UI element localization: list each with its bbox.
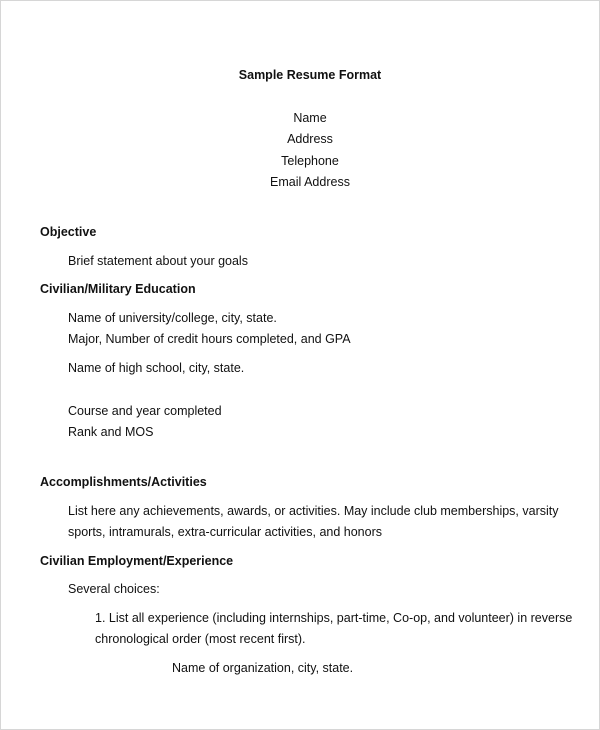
contact-telephone: Telephone — [281, 154, 339, 168]
employment-item-1-line-2: chronological order (most recent first). — [95, 632, 306, 646]
employment-intro: Several choices: — [68, 582, 160, 596]
education-heading: Civilian/Military Education — [40, 282, 196, 296]
accomplishments-heading: Accomplishments/Activities — [40, 475, 207, 489]
education-major: Major, Number of credit hours completed, and GPA — [68, 332, 351, 346]
contact-email: Email Address — [270, 175, 350, 189]
education-rank: Rank and MOS — [68, 425, 154, 439]
employment-heading: Civilian Employment/Experience — [40, 554, 234, 568]
resume-title: Sample Resume Format — [238, 68, 382, 82]
objective-text: Brief statement about your goals — [68, 254, 248, 268]
employment-item-1-line-1: 1. List all experience (including internships, part-time, Co-op, and volunteer) in reverse — [95, 611, 573, 625]
education-high-school: Name of high school, city, state. — [68, 361, 245, 375]
contact-name: Name — [293, 111, 327, 125]
accomplishments-line-1: List here any achievements, awards, or activities. May include club memberships, varsity — [68, 504, 559, 518]
objective-heading: Objective — [40, 225, 97, 239]
education-course: Course and year completed — [68, 404, 222, 418]
employment-organization: Name of organization, city, state. — [172, 661, 354, 675]
contact-address: Address — [287, 132, 333, 146]
education-university: Name of university/college, city, state. — [68, 311, 277, 325]
accomplishments-line-2: sports, intramurals, extra-curricular activities, and honors — [68, 525, 383, 539]
